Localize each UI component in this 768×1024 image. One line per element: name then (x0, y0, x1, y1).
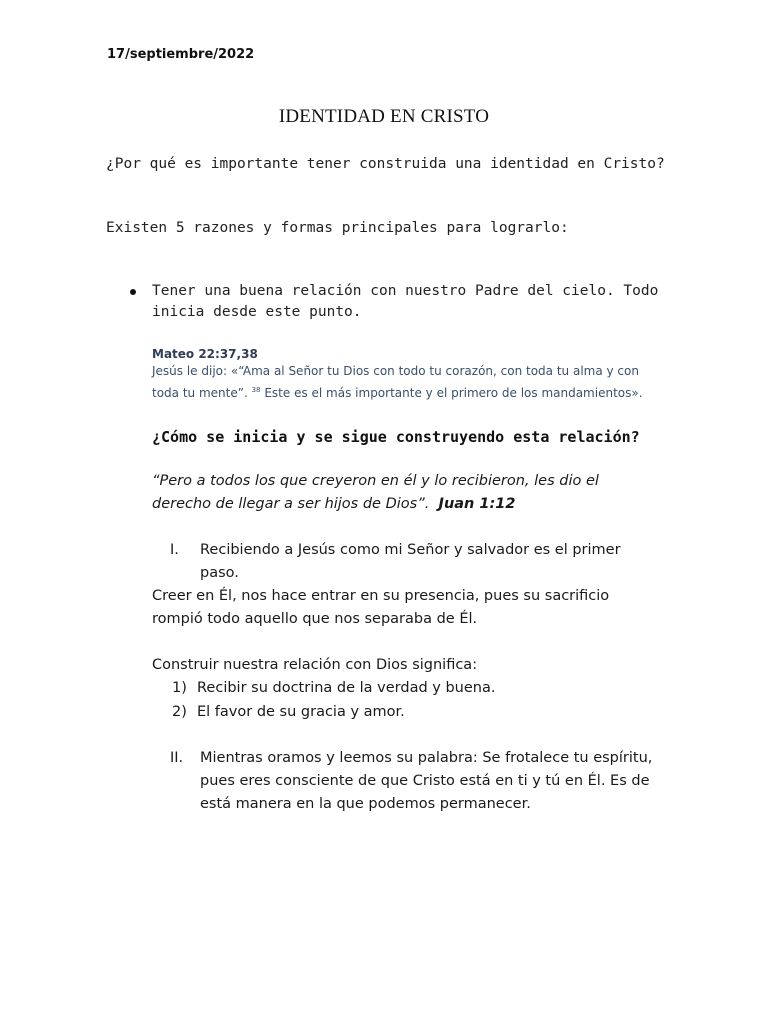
intro-reasons: Existen 5 razones y formas principales para lograrlo: (106, 220, 569, 236)
roman-numeral: I. (170, 542, 179, 558)
document-title: IDENTIDAD EN CRISTO (278, 106, 490, 127)
verse-number: 38 (251, 386, 261, 394)
bullet-dot-icon (130, 289, 136, 295)
numbered-item-text: El favor de su gracia y amor. (197, 704, 405, 720)
bullet-relationship: Tener una buena relación con nuestro Padre del cielo. Todo inicia desde este punto. (152, 283, 659, 320)
roman-numeral: II. (170, 750, 184, 766)
scripture-text-part2: Este es el más importante y el primero de los mandamientos». (264, 386, 643, 400)
numbered-marker: 2) (172, 704, 187, 720)
document-date: 17/septiembre/2022 (107, 47, 255, 62)
roman-item-text: Mientras oramos y leemos su palabra: Se frotalece tu espíritu, pues eres consciente de que Cristo está en ti y tú en Él. Es de está manera en la que podemos permanecer. (200, 750, 653, 812)
scripture-reference-title: Mateo 22:37,38 (152, 347, 258, 361)
roman-item-text: Recibiendo a Jesús como mi Señor y salvador es el primer paso. (200, 542, 621, 581)
quote-citation: Juan 1:12 (438, 496, 516, 512)
paragraph-meaning: Construir nuestra relación con Dios significa: (152, 657, 478, 673)
bible-quote (152, 470, 632, 516)
question-importance: ¿Por qué es importante tener construida una identidad en Cristo? (106, 156, 665, 172)
scripture-text-part1: Jesús le dijo: «“Ama al Señor tu Dios con todo tu corazón, con toda tu alma y con toda tu mente”. (152, 364, 639, 400)
question-how-relationship: ¿Cómo se inicia y se sigue construyendo esta relación? (152, 428, 640, 446)
numbered-marker: 1) (172, 680, 187, 696)
numbered-item-text: Recibir su doctrina de la verdad y buena. (197, 680, 496, 696)
paragraph-belief: Creer en Él, nos hace entrar en su presencia, pues su sacrificio rompió todo aquello que nos separaba de Él. (152, 588, 610, 627)
scripture-reference-text (152, 362, 662, 403)
quote-text: “Pero a todos los que creyeron en él y lo recibieron, les dio el derecho de llegar a ser hijos de Dios”. (152, 473, 599, 512)
